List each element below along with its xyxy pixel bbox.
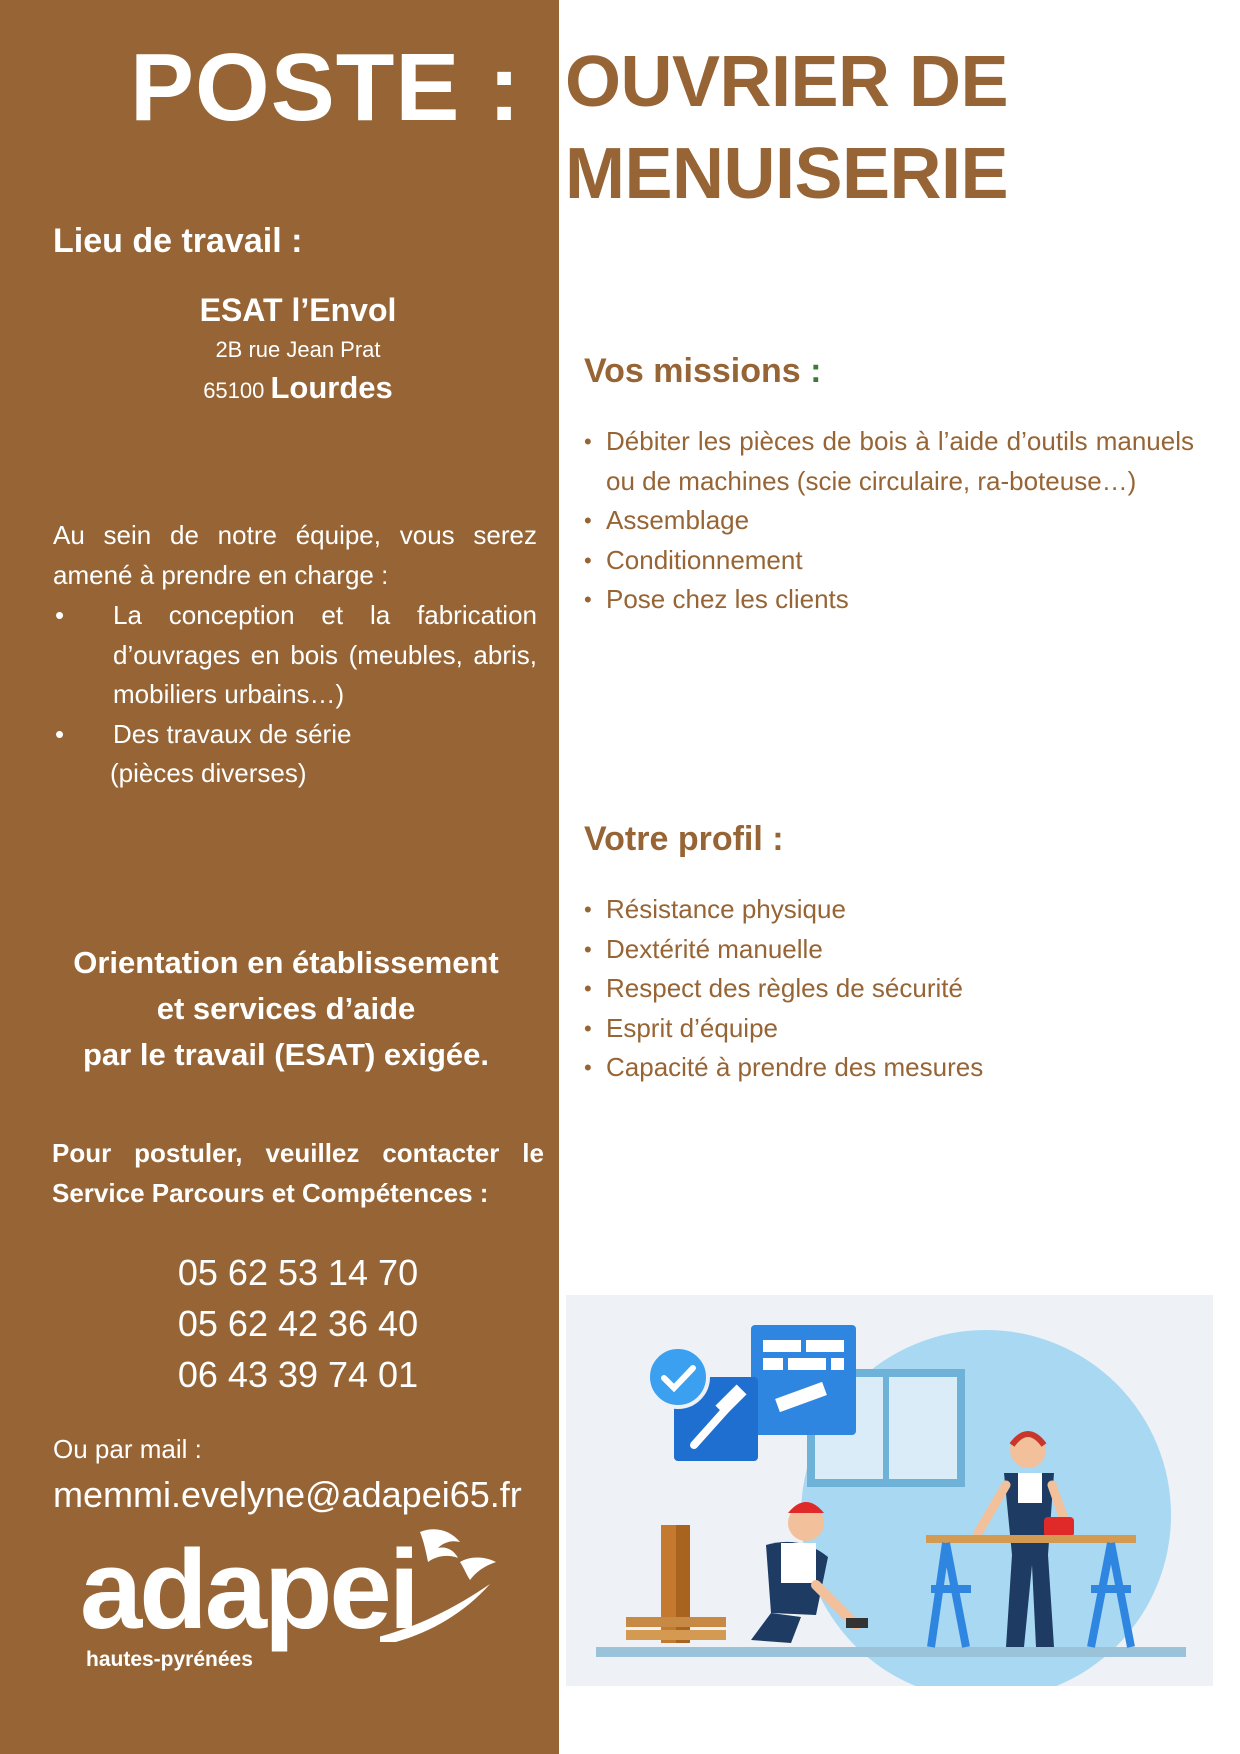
missions-list [584, 422, 1194, 620]
bullet-icon: • [584, 508, 592, 533]
bullet-icon: • [55, 600, 65, 630]
list-item [584, 541, 1194, 581]
workplace-postcode: 65100 [203, 378, 265, 403]
mail-label: Ou par mail : [53, 1434, 202, 1464]
list-item [584, 422, 1194, 501]
bullet-icon: • [584, 547, 592, 573]
profile-text: Résistance physique [606, 894, 846, 924]
list-item [584, 930, 1194, 970]
phone-number[interactable]: 05 62 53 14 70 [177, 1252, 419, 1293]
orientation-line: Orientation en établissement [73, 945, 499, 980]
orientation-line: et services d’aide [156, 991, 416, 1026]
profile-list [584, 890, 1194, 1088]
profile-text: Esprit d’équipe [606, 1012, 778, 1043]
missions-title [584, 352, 821, 391]
bullet-icon: • [584, 936, 592, 962]
brick-wall-icon [751, 1325, 856, 1435]
profile-title: Votre profil : [584, 820, 784, 858]
list-item [584, 1009, 1194, 1049]
intro-bullet-list [53, 596, 537, 794]
floor-line [596, 1647, 1186, 1657]
list-item [584, 501, 1194, 541]
workplace-city-line [0, 370, 596, 406]
phone-list [0, 1247, 596, 1400]
list-item [53, 596, 537, 715]
wood-planks-icon [626, 1525, 726, 1643]
workplace-street: 2B rue Jean Prat [215, 337, 381, 362]
job-title [565, 36, 1008, 220]
check-icon [648, 1347, 708, 1407]
mission-text: Assemblage [606, 505, 750, 535]
poste-label: POSTE : [130, 34, 522, 141]
list-item [53, 715, 537, 794]
adapei-logo [80, 1527, 500, 1680]
phone-number[interactable]: 05 62 42 36 40 [177, 1303, 419, 1344]
list-item [584, 1048, 1194, 1088]
intro-text: Au sein de notre équipe, vous serez amené à prendre en charge : [53, 520, 537, 590]
bullet-icon: • [584, 587, 592, 612]
orientation-requirement [0, 940, 572, 1078]
logo-wordmark: adapei [80, 1527, 417, 1652]
bullet-icon: • [584, 1055, 592, 1080]
mission-text: Débiter les pièces de bois à l’aide d’outils manuels ou de machines (scie circulaire, ra-boteuse…) [606, 426, 1194, 496]
profile-text: Dextérité manuelle [606, 933, 823, 964]
list-item [584, 969, 1194, 1009]
list-item [584, 580, 1194, 620]
profile-text: Respect des règles de sécurité [606, 973, 963, 1003]
list-item [584, 890, 1194, 930]
bullet-text: La conception et la fabrication d’ouvrages en bois (meubles, abris, mobiliers urbains…) [113, 600, 537, 709]
bullet-icon: • [584, 429, 592, 454]
missions-title-colon: : [800, 352, 822, 390]
bullet-continuation: (pièces diverses) [110, 758, 307, 788]
profile-text: Capacité à prendre des mesures [606, 1052, 984, 1082]
bullet-icon: • [584, 897, 592, 922]
email-link[interactable]: memmi.evelyne@adapei65.fr [53, 1474, 522, 1515]
carpentry-illustration [566, 1295, 1213, 1686]
missions-title-text: Vos missions [584, 352, 801, 390]
swallow-icon [380, 1522, 510, 1642]
bullet-icon: • [584, 1015, 592, 1041]
logo-subtitle: hautes-pyrénées [86, 1648, 253, 1671]
workplace-city: Lourdes [270, 370, 393, 405]
left-panel [0, 0, 559, 1754]
mission-text: Conditionnement [606, 544, 803, 575]
bullet-icon: • [55, 718, 65, 749]
orientation-line: par le travail (ESAT) exigée. [82, 1037, 490, 1072]
apply-instructions: Pour postuler, veuillez contacter le Service Parcours et Compétences : [52, 1138, 544, 1208]
job-title-line: OUVRIER DE [565, 42, 1009, 122]
phone-number[interactable]: 06 43 39 74 01 [177, 1354, 419, 1395]
woodworkers-illustration [566, 1295, 1213, 1686]
mission-text: Pose chez les clients [606, 584, 849, 614]
job-title-line: MENUISERIE [565, 134, 1009, 214]
workplace-name: ESAT l’Envol [199, 292, 397, 328]
bullet-text: Des travaux de série [113, 718, 352, 749]
bullet-icon: • [584, 976, 592, 1001]
workplace-label: Lieu de travail : [53, 222, 303, 260]
